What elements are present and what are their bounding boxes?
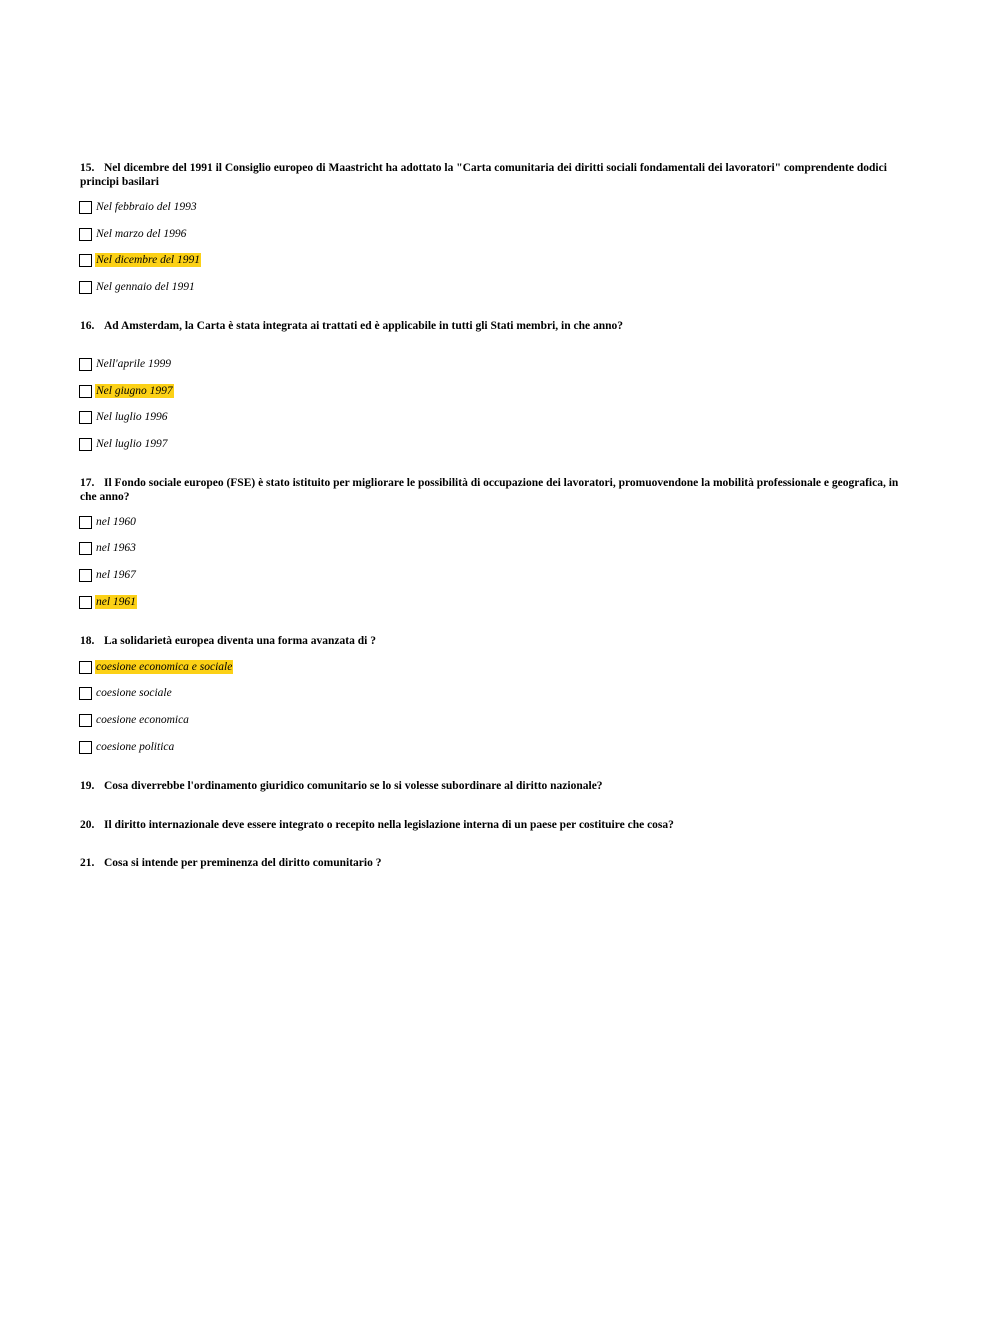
option-label: coesione economica (96, 714, 189, 726)
checkbox[interactable] (79, 358, 92, 371)
question-21 (80, 856, 910, 870)
option-q17-3[interactable] (79, 567, 137, 583)
checkbox[interactable] (79, 281, 92, 294)
question-text: Cosa si intende per preminenza del diritto comunitario ? (104, 857, 382, 869)
question-number: 20. (80, 819, 95, 831)
checkbox[interactable] (79, 201, 92, 214)
checkbox[interactable] (79, 741, 92, 754)
option-q17-4[interactable] (79, 594, 137, 610)
checkbox[interactable] (79, 228, 92, 241)
question-text: Il Fondo sociale europeo (FSE) è stato istituito per migliorare le possibilità di occupazione dei lavoratori, promuovendone la mobilità professionale e geografica, in che anno? (80, 477, 899, 503)
checkbox[interactable] (79, 714, 92, 727)
option-q16-3[interactable] (79, 409, 169, 425)
option-label-highlighted: nel 1961 (96, 596, 136, 608)
option-q16-2[interactable] (79, 383, 174, 399)
option-q15-3[interactable] (79, 252, 201, 268)
question-number: 21. (80, 857, 95, 869)
question-number: 17. (80, 477, 95, 489)
question-text: La solidarietà europea diventa una forma avanzata di ? (104, 635, 376, 647)
option-q18-2[interactable] (79, 685, 173, 701)
option-label: coesione politica (96, 741, 175, 753)
question-text: Nel dicembre del 1991 il Consiglio europeo di Maastricht ha adottato la "Carta comunitaria dei diritti sociali fondamentali dei lavoratori" comprendente dodici principi basilari (80, 162, 887, 188)
option-label: nel 1963 (96, 542, 136, 554)
option-label-highlighted: Nel giugno 1997 (96, 385, 173, 397)
option-label: Nel luglio 1996 (96, 411, 168, 423)
option-label: coesione sociale (96, 687, 172, 699)
option-q15-4[interactable] (79, 279, 196, 295)
option-q18-3[interactable] (79, 712, 190, 728)
option-label: nel 1967 (96, 569, 136, 581)
option-label: Nell'aprile 1999 (96, 358, 171, 370)
question-20 (80, 818, 910, 832)
option-label-highlighted: coesione economica e sociale (96, 661, 233, 673)
question-18 (80, 634, 910, 648)
question-15 (80, 161, 910, 189)
option-label: nel 1960 (96, 516, 136, 528)
checkbox[interactable] (79, 438, 92, 451)
checkbox[interactable] (79, 542, 92, 555)
question-text: Cosa diverrebbe l'ordinamento giuridico comunitario se lo si volesse subordinare al diritto nazionale? (104, 780, 603, 792)
option-q15-2[interactable] (79, 226, 187, 242)
checkbox[interactable] (79, 516, 92, 529)
question-number: 15. (80, 162, 95, 174)
question-text: Il diritto internazionale deve essere integrato o recepito nella legislazione interna di un paese per costituire che cosa? (104, 819, 674, 831)
checkbox[interactable] (79, 687, 92, 700)
option-q18-4[interactable] (79, 739, 175, 755)
option-q17-1[interactable] (79, 514, 137, 530)
question-19 (80, 779, 910, 793)
checkbox[interactable] (79, 385, 92, 398)
option-q16-4[interactable] (79, 436, 169, 452)
checkbox[interactable] (79, 254, 92, 267)
option-label: Nel luglio 1997 (96, 438, 168, 450)
question-number: 18. (80, 635, 95, 647)
question-17 (80, 476, 910, 504)
checkbox[interactable] (79, 661, 92, 674)
option-label: Nel gennaio del 1991 (96, 281, 195, 293)
option-q18-1[interactable] (79, 659, 233, 675)
question-text: Ad Amsterdam, la Carta è stata integrata ai trattati ed è applicabile in tutti gli Stati membri, in che anno? (104, 320, 624, 332)
question-number: 16. (80, 320, 95, 332)
checkbox[interactable] (79, 596, 92, 609)
question-number: 19. (80, 780, 95, 792)
option-q16-1[interactable] (79, 356, 172, 372)
option-label-highlighted: Nel dicembre del 1991 (96, 254, 201, 266)
option-q15-1[interactable] (79, 199, 198, 215)
checkbox[interactable] (79, 569, 92, 582)
question-16 (80, 319, 910, 333)
option-q17-2[interactable] (79, 540, 137, 556)
option-label: Nel marzo del 1996 (96, 228, 187, 240)
checkbox[interactable] (79, 411, 92, 424)
option-label: Nel febbraio del 1993 (96, 201, 197, 213)
